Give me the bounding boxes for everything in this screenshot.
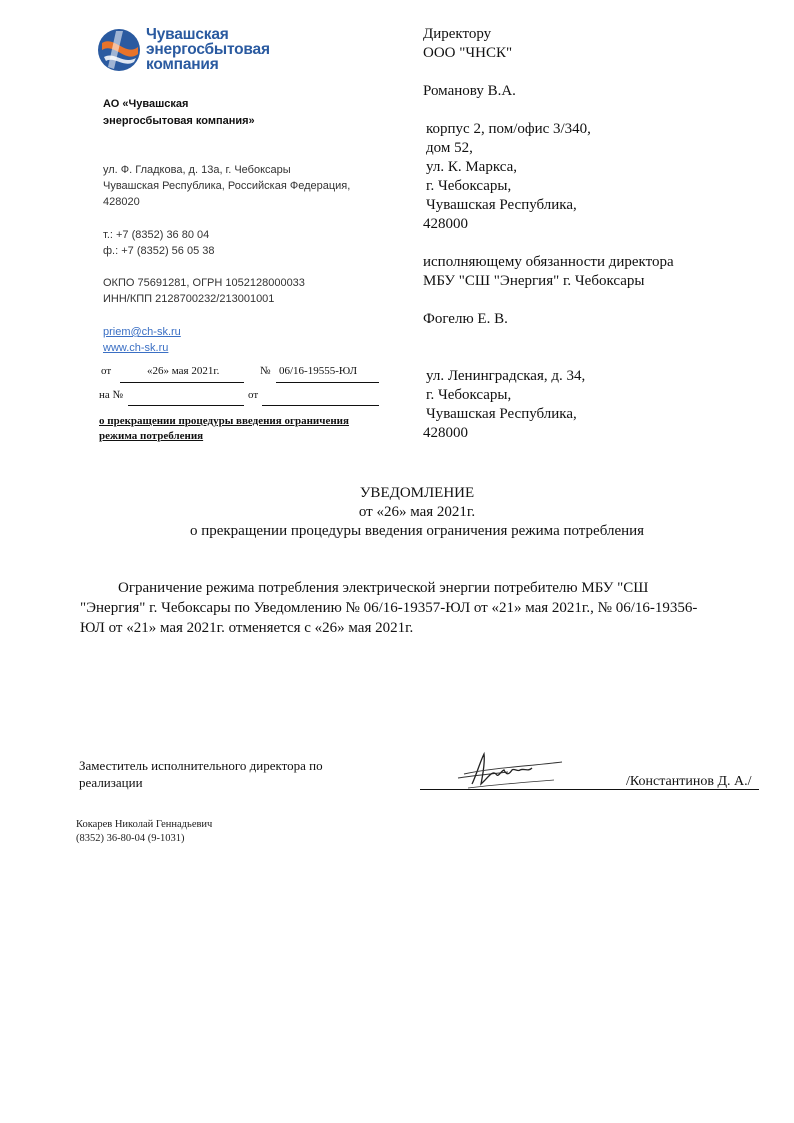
- sender-phone: т.: +7 (8352) 36 80 04: [103, 229, 210, 241]
- recipient2-address-line-4: 428000: [423, 425, 468, 441]
- sender-org-name-line-1: АО «Чувашская: [103, 98, 189, 110]
- signer-position-line-1: Заместитель исполнительного директора по: [79, 758, 323, 773]
- notice-body-line-3: ЮЛ от «21» мая 2021г. отменяется с «26» мая 2021г.: [80, 620, 414, 636]
- signer-name: /Константинов Д. А./: [626, 774, 752, 789]
- recipient2-address-line-2: г. Чебоксары,: [426, 387, 512, 403]
- recipient1-address-line-6: 428000: [423, 216, 468, 232]
- sender-email-link[interactable]: priem@ch-sk.ru: [103, 326, 181, 338]
- sender-address-line-1: ул. Ф. Гладкова, д. 13а, г. Чебоксары: [103, 164, 291, 176]
- ref-on-num-underline: [128, 405, 244, 406]
- ref-from-label-2: от: [248, 389, 259, 401]
- notice-title: УВЕДОМЛЕНИЕ: [359, 485, 475, 501]
- signer-position-line-2: реализации: [79, 775, 143, 790]
- notice-body-line-1: Ограничение режима потребления электрической энергии потребителю МБУ "СШ: [118, 580, 649, 596]
- ref-date-underline: [120, 382, 244, 383]
- executor-name: Кокарев Николай Геннадьевич: [76, 819, 213, 830]
- ref-subject-line-1: о прекращении процедуры введения ограничения: [99, 415, 349, 427]
- sender-okpo: ОКПО 75691281, ОГРН 1052128000033: [103, 277, 305, 289]
- executor-phone: (8352) 36-80-04 (9-1031): [76, 833, 185, 844]
- sender-org-name-line-2: энергосбытовая компания»: [103, 115, 255, 127]
- recipient1-title: Директору: [423, 26, 492, 42]
- recipient1-address-line-5: Чувашская Республика,: [426, 197, 577, 213]
- handwritten-signature-icon: [450, 748, 570, 792]
- ref-from-label: от: [101, 365, 112, 377]
- ref-num-label: №: [260, 365, 271, 377]
- logo-text-line-1: Чувашская: [146, 26, 229, 43]
- ref-on-num-label: на №: [99, 389, 124, 401]
- recipient1-address-line-2: дом 52,: [426, 140, 473, 156]
- recipient1-name: Романову В.А.: [423, 83, 516, 99]
- recipient2-org: МБУ "СШ "Энергия" г. Чебоксары: [423, 273, 645, 289]
- recipient1-address-line-1: корпус 2, пом/офис 3/340,: [426, 121, 591, 137]
- ref-from-underline-2: [262, 405, 379, 406]
- ref-number: 06/16-19555-ЮЛ: [279, 365, 358, 377]
- recipient2-title: исполняющему обязанности директора: [423, 254, 674, 270]
- sender-address-line-3: 428020: [103, 196, 140, 208]
- recipient1-address-line-3: ул. К. Маркса,: [426, 159, 517, 175]
- logo-emblem-icon: [96, 27, 142, 73]
- notice-subject: о прекращении процедуры введения ограничения режима потребления: [189, 523, 645, 539]
- sender-inn: ИНН/КПП 2128700232/213001001: [103, 293, 275, 305]
- recipient2-address-line-3: Чувашская Республика,: [426, 406, 577, 422]
- logo-text-line-2: энергосбытовая: [146, 41, 270, 58]
- sender-website-link[interactable]: www.ch-sk.ru: [103, 342, 169, 354]
- notice-body-line-2: "Энергия" г. Чебоксары по Уведомлению № 06/16-19357-ЮЛ от «21» мая 2021г., № 06/16-19356-: [80, 600, 698, 616]
- recipient2-address-line-1: ул. Ленинградская, д. 34,: [426, 368, 586, 384]
- ref-subject-line-2: режима потребления: [99, 430, 204, 442]
- logo-text-line-3: компания: [146, 56, 219, 73]
- sender-address-line-2: Чувашская Республика, Российская Федерация,: [103, 180, 351, 192]
- recipient1-address-line-4: г. Чебоксары,: [426, 178, 512, 194]
- recipient1-org: ООО "ЧНСК": [423, 45, 513, 61]
- ref-date: «26» мая 2021г.: [147, 365, 220, 377]
- ref-number-underline: [276, 382, 379, 383]
- sender-fax: ф.: +7 (8352) 56 05 38: [103, 245, 215, 257]
- recipient2-name: Фогелю Е. В.: [423, 311, 508, 327]
- notice-date: от «26» мая 2021г.: [358, 504, 476, 520]
